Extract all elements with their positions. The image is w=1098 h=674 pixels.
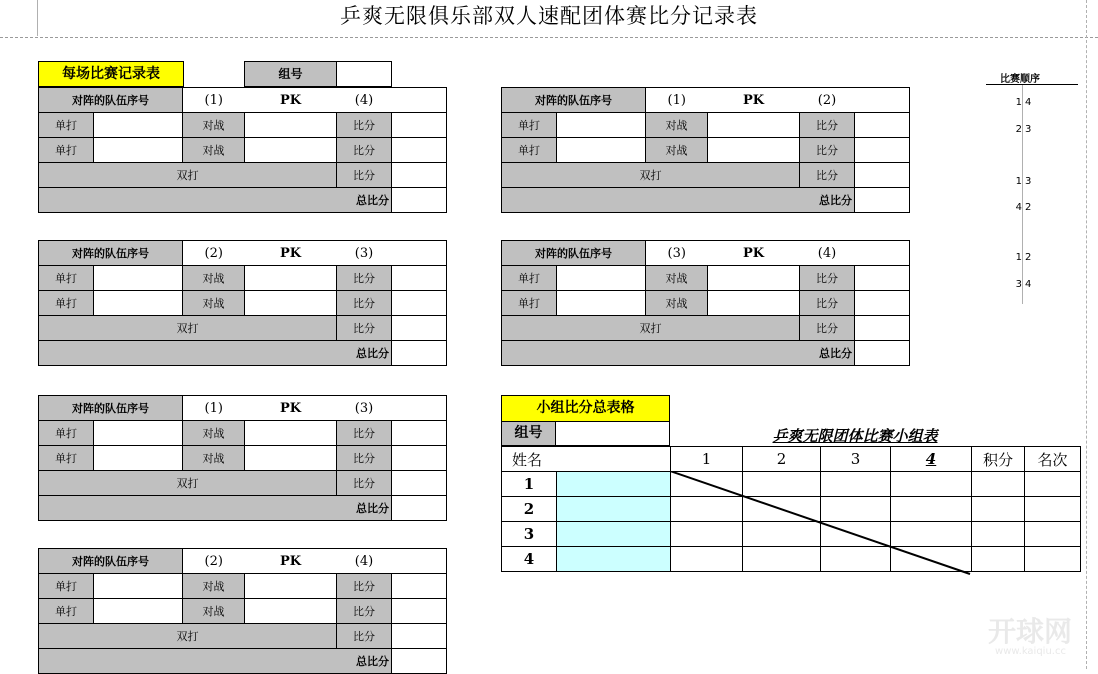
rank-header: 名次 bbox=[1025, 447, 1081, 472]
rank-cell[interactable] bbox=[1025, 547, 1081, 572]
row-number: 1 bbox=[502, 472, 557, 497]
team-b-number: (3) bbox=[337, 396, 392, 421]
doubles-row bbox=[39, 624, 447, 649]
player-a-cell[interactable] bbox=[94, 113, 183, 138]
team-order-label: 对阵的队伍序号 bbox=[39, 549, 183, 574]
order-team-a: 1 bbox=[1015, 176, 1022, 187]
score-label: 比分 bbox=[337, 599, 392, 624]
diagonal-line bbox=[670, 471, 972, 575]
player-b-cell[interactable] bbox=[245, 421, 337, 446]
singles-row bbox=[39, 291, 447, 316]
player-a-cell[interactable] bbox=[94, 446, 183, 471]
order-team-b: 3 bbox=[1025, 176, 1032, 187]
column-header: 2 bbox=[743, 447, 821, 472]
score-label: 比分 bbox=[337, 266, 392, 291]
match-header-row bbox=[39, 549, 447, 574]
rank-cell[interactable] bbox=[1025, 497, 1081, 522]
total-row bbox=[39, 649, 447, 674]
singles-row bbox=[39, 446, 447, 471]
vs-label: 对战 bbox=[183, 599, 245, 624]
player-b-cell[interactable] bbox=[708, 138, 800, 163]
doubles-row bbox=[39, 471, 447, 496]
total-label: 总比分 bbox=[39, 341, 392, 366]
total-score-cell[interactable] bbox=[392, 188, 447, 213]
score-label: 比分 bbox=[337, 138, 392, 163]
score-label: 比分 bbox=[800, 138, 855, 163]
team-a-number: (1) bbox=[183, 396, 245, 421]
score-label: 比分 bbox=[800, 266, 855, 291]
record-table-tag: 每场比赛记录表 bbox=[38, 61, 184, 87]
player-b-cell[interactable] bbox=[708, 266, 800, 291]
score-label: 比分 bbox=[800, 163, 855, 188]
player-b-cell[interactable] bbox=[708, 113, 800, 138]
singles-row bbox=[502, 266, 910, 291]
doubles-label: 双打 bbox=[39, 471, 337, 496]
score-label: 比分 bbox=[337, 291, 392, 316]
pk-label: PK bbox=[245, 549, 337, 574]
player-a-cell[interactable] bbox=[94, 421, 183, 446]
doubles-label: 双打 bbox=[39, 316, 337, 341]
match-record-table bbox=[501, 87, 910, 213]
watermark-url: www.kaiqiu.cc bbox=[995, 646, 1066, 657]
page-break-line-vertical bbox=[1086, 0, 1087, 669]
group-label: 组号 bbox=[244, 61, 337, 87]
singles-label: 单打 bbox=[39, 113, 94, 138]
total-score-cell[interactable] bbox=[855, 341, 910, 366]
match-header-row bbox=[502, 241, 910, 266]
team-b-number: (4) bbox=[800, 241, 855, 266]
name-cell[interactable] bbox=[557, 522, 671, 547]
total-score-cell[interactable] bbox=[855, 188, 910, 213]
order-header: 比赛顺序 bbox=[1000, 74, 1040, 85]
score-label: 比分 bbox=[337, 624, 392, 649]
singles-label: 单打 bbox=[502, 291, 557, 316]
singles-label: 单打 bbox=[39, 421, 94, 446]
score-label: 比分 bbox=[800, 291, 855, 316]
score-cell[interactable] bbox=[855, 266, 910, 291]
match-header-row bbox=[39, 88, 447, 113]
group-input[interactable] bbox=[336, 61, 392, 87]
match-header-row bbox=[502, 88, 910, 113]
pk-label: PK bbox=[245, 241, 337, 266]
match-header-row bbox=[39, 241, 447, 266]
pk-label: PK bbox=[708, 241, 800, 266]
team-order-label: 对阵的队伍序号 bbox=[502, 88, 646, 113]
score-label: 比分 bbox=[337, 316, 392, 341]
total-label: 总比分 bbox=[502, 188, 855, 213]
order-team-b: 2 bbox=[1025, 252, 1032, 263]
singles-label: 单打 bbox=[39, 574, 94, 599]
team-a-number: (2) bbox=[183, 241, 245, 266]
vs-label: 对战 bbox=[646, 266, 708, 291]
order-team-b: 4 bbox=[1025, 97, 1032, 108]
column-header: 3 bbox=[821, 447, 891, 472]
total-label: 总比分 bbox=[502, 341, 855, 366]
pk-label: PK bbox=[708, 88, 800, 113]
vs-label: 对战 bbox=[183, 291, 245, 316]
score-cell[interactable] bbox=[392, 316, 447, 341]
summary-header-row bbox=[502, 447, 1081, 472]
singles-label: 单打 bbox=[39, 291, 94, 316]
match-record-table bbox=[38, 87, 447, 213]
doubles-label: 双打 bbox=[39, 163, 337, 188]
total-row bbox=[502, 188, 910, 213]
team-order-label: 对阵的队伍序号 bbox=[39, 241, 183, 266]
column-header: 4 bbox=[891, 447, 972, 472]
team-b-number: (3) bbox=[337, 241, 392, 266]
team-order-label: 对阵的队伍序号 bbox=[39, 88, 183, 113]
vs-label: 对战 bbox=[183, 266, 245, 291]
order-team-a: 4 bbox=[1015, 202, 1022, 213]
player-b-cell[interactable] bbox=[245, 113, 337, 138]
player-a-cell[interactable] bbox=[94, 599, 183, 624]
singles-label: 单打 bbox=[502, 266, 557, 291]
score-label: 比分 bbox=[800, 113, 855, 138]
vs-label: 对战 bbox=[183, 138, 245, 163]
score-label: 比分 bbox=[337, 446, 392, 471]
singles-row bbox=[502, 138, 910, 163]
player-a-cell[interactable] bbox=[557, 113, 646, 138]
score-cell[interactable] bbox=[392, 138, 447, 163]
singles-row bbox=[39, 138, 447, 163]
score-cell[interactable] bbox=[392, 471, 447, 496]
player-b-cell[interactable] bbox=[245, 138, 337, 163]
doubles-row bbox=[39, 163, 447, 188]
vs-label: 对战 bbox=[646, 138, 708, 163]
score-cell[interactable] bbox=[855, 316, 910, 341]
score-cell[interactable] bbox=[392, 599, 447, 624]
page-break-line bbox=[0, 37, 1098, 38]
name-cell[interactable] bbox=[557, 497, 671, 522]
singles-row bbox=[39, 574, 447, 599]
player-a-cell[interactable] bbox=[94, 291, 183, 316]
team-a-number: (1) bbox=[646, 88, 708, 113]
doubles-row bbox=[502, 163, 910, 188]
total-label: 总比分 bbox=[39, 496, 392, 521]
order-team-a: 3 bbox=[1015, 279, 1022, 290]
singles-label: 单打 bbox=[502, 113, 557, 138]
score-cell[interactable] bbox=[855, 163, 910, 188]
vs-label: 对战 bbox=[183, 574, 245, 599]
rank-cell[interactable] bbox=[1025, 522, 1081, 547]
team-b-number: (2) bbox=[800, 88, 855, 113]
total-row bbox=[39, 496, 447, 521]
match-record-table bbox=[38, 240, 447, 366]
order-team-b: 2 bbox=[1025, 202, 1032, 213]
vs-label: 对战 bbox=[183, 421, 245, 446]
summary-subtitle: 乒爽无限团体比赛小组表 bbox=[772, 427, 938, 445]
score-label: 比分 bbox=[800, 316, 855, 341]
singles-label: 单打 bbox=[39, 138, 94, 163]
watermark-logo: 开球网 bbox=[987, 615, 1072, 648]
vs-label: 对战 bbox=[183, 113, 245, 138]
total-row bbox=[39, 188, 447, 213]
header-spacer bbox=[392, 549, 447, 574]
rank-cell[interactable] bbox=[1025, 472, 1081, 497]
total-label: 总比分 bbox=[39, 649, 392, 674]
score-cell[interactable] bbox=[392, 421, 447, 446]
player-b-cell[interactable] bbox=[245, 446, 337, 471]
score-cell[interactable] bbox=[392, 624, 447, 649]
pk-label: PK bbox=[245, 396, 337, 421]
points-cell[interactable] bbox=[972, 522, 1025, 547]
singles-row bbox=[39, 421, 447, 446]
order-team-b: 4 bbox=[1025, 279, 1032, 290]
player-b-cell[interactable] bbox=[245, 291, 337, 316]
team-b-number: (4) bbox=[337, 88, 392, 113]
doubles-label: 双打 bbox=[502, 163, 800, 188]
header-spacer bbox=[855, 88, 910, 113]
player-a-cell[interactable] bbox=[557, 138, 646, 163]
score-cell[interactable] bbox=[392, 446, 447, 471]
score-label: 比分 bbox=[337, 421, 392, 446]
total-score-cell[interactable] bbox=[392, 341, 447, 366]
name-cell[interactable] bbox=[557, 472, 671, 497]
total-score-cell[interactable] bbox=[392, 649, 447, 674]
order-underline bbox=[986, 84, 1078, 85]
player-a-cell[interactable] bbox=[94, 574, 183, 599]
page-title: 乒爽无限俱乐部双人速配团体赛比分记录表 bbox=[340, 4, 758, 28]
header-spacer bbox=[392, 241, 447, 266]
score-cell[interactable] bbox=[855, 291, 910, 316]
score-label: 比分 bbox=[337, 113, 392, 138]
total-score-cell[interactable] bbox=[392, 496, 447, 521]
order-team-b: 3 bbox=[1025, 124, 1032, 135]
header-spacer bbox=[392, 396, 447, 421]
summary-group-label: 组号 bbox=[501, 421, 556, 446]
player-b-cell[interactable] bbox=[245, 599, 337, 624]
player-a-cell[interactable] bbox=[94, 266, 183, 291]
row-number: 2 bbox=[502, 497, 557, 522]
team-a-number: (1) bbox=[183, 88, 245, 113]
column-header: 1 bbox=[671, 447, 743, 472]
singles-row bbox=[39, 113, 447, 138]
singles-row bbox=[502, 291, 910, 316]
player-a-cell[interactable] bbox=[557, 266, 646, 291]
match-record-table bbox=[501, 240, 910, 366]
vs-label: 对战 bbox=[646, 291, 708, 316]
total-row bbox=[502, 341, 910, 366]
summary-group-input[interactable] bbox=[555, 421, 670, 446]
points-cell[interactable] bbox=[972, 472, 1025, 497]
score-cell[interactable] bbox=[392, 574, 447, 599]
total-label: 总比分 bbox=[39, 188, 392, 213]
doubles-label: 双打 bbox=[39, 624, 337, 649]
vs-label: 对战 bbox=[183, 446, 245, 471]
score-label: 比分 bbox=[337, 574, 392, 599]
score-cell[interactable] bbox=[855, 113, 910, 138]
score-cell[interactable] bbox=[855, 138, 910, 163]
singles-row bbox=[39, 266, 447, 291]
match-record-table bbox=[38, 548, 447, 674]
row-number: 3 bbox=[502, 522, 557, 547]
player-b-cell[interactable] bbox=[245, 574, 337, 599]
header-spacer bbox=[392, 88, 447, 113]
points-cell[interactable] bbox=[972, 547, 1025, 572]
total-row bbox=[39, 341, 447, 366]
team-a-number: (3) bbox=[646, 241, 708, 266]
score-label: 比分 bbox=[337, 471, 392, 496]
player-a-cell[interactable] bbox=[94, 138, 183, 163]
singles-label: 单打 bbox=[502, 138, 557, 163]
points-header: 积分 bbox=[972, 447, 1025, 472]
score-label: 比分 bbox=[337, 163, 392, 188]
player-b-cell[interactable] bbox=[245, 266, 337, 291]
doubles-label: 双打 bbox=[502, 316, 800, 341]
singles-label: 单打 bbox=[39, 599, 94, 624]
doubles-row bbox=[502, 316, 910, 341]
row-number: 4 bbox=[502, 547, 557, 572]
order-team-a: 1 bbox=[1015, 252, 1022, 263]
score-cell[interactable] bbox=[392, 163, 447, 188]
team-a-number: (2) bbox=[183, 549, 245, 574]
points-cell[interactable] bbox=[972, 497, 1025, 522]
team-order-label: 对阵的队伍序号 bbox=[502, 241, 646, 266]
match-header-row bbox=[39, 396, 447, 421]
player-a-cell[interactable] bbox=[557, 291, 646, 316]
match-record-table bbox=[38, 395, 447, 521]
singles-row bbox=[39, 599, 447, 624]
team-order-label: 对阵的队伍序号 bbox=[39, 396, 183, 421]
order-team-a: 1 bbox=[1015, 97, 1022, 108]
vs-label: 对战 bbox=[646, 113, 708, 138]
name-header: 姓名 bbox=[502, 447, 671, 472]
singles-row bbox=[502, 113, 910, 138]
column-line bbox=[1022, 84, 1023, 304]
pk-label: PK bbox=[245, 88, 337, 113]
summary-tag: 小组比分总表格 bbox=[501, 395, 670, 422]
singles-label: 单打 bbox=[39, 266, 94, 291]
doubles-row bbox=[39, 316, 447, 341]
score-cell[interactable] bbox=[392, 113, 447, 138]
player-b-cell[interactable] bbox=[708, 291, 800, 316]
order-team-a: 2 bbox=[1015, 124, 1022, 135]
singles-label: 单打 bbox=[39, 446, 94, 471]
team-b-number: (4) bbox=[337, 549, 392, 574]
name-cell[interactable] bbox=[557, 547, 671, 572]
score-cell[interactable] bbox=[392, 291, 447, 316]
score-cell[interactable] bbox=[392, 266, 447, 291]
header-spacer bbox=[855, 241, 910, 266]
